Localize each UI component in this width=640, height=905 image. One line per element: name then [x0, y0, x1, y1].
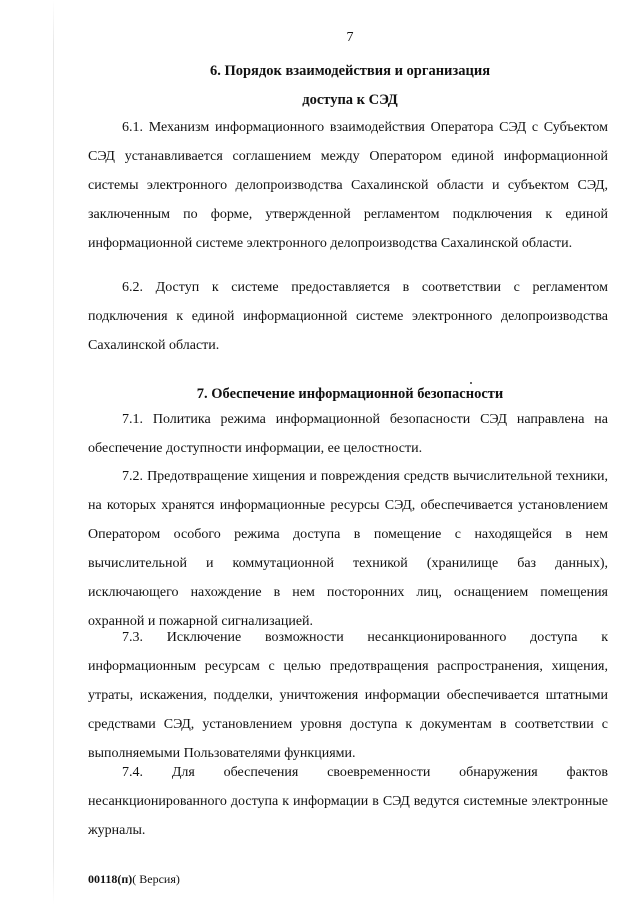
section-6-title-line-2: доступа к СЭД	[302, 92, 398, 108]
paragraph-6-1: 6.1. Механизм информационного взаимодействия Оператора СЭД с Субъектом СЭД устанавливается соглашением между Оператором единой информационной системы электронного делопроизводства Сахалинской области и субъектом СЭД, заключенным по форме, утвержденной регламентом подключения к единой информационной системе электронного делопроизводства Сахалинской области.	[88, 120, 608, 251]
footer-code: 00118(п)	[88, 872, 133, 886]
paragraph-7-2: 7.2. Предотвращение хищения и повреждения средств вычислительной техники, на которых хранятся информационные ресурсы СЭД, обеспечивается установлением Оператором особого режима доступа в помещение с находящейся в нем вычислительной и коммутационной техникой (хранилище баз данных), исключающего нахождение в нем посторонних лиц, оснащением помещения охранной и пожарной сигнализацией.	[88, 469, 608, 629]
paragraph-7-1: 7.1. Политика режима информационной безопасности СЭД направлена на обеспечение доступности информации, ее целостности.	[88, 412, 608, 456]
section-7-title: 7. Обеспечение информационной безопасности	[196, 386, 504, 402]
footer-version: ( Версия)	[132, 872, 180, 886]
paragraph-7-4: 7.4. Для обеспечения своевременности обнаружения фактов несанкционированного доступа к информации в СЭД ведутся системные электронные журналы.	[88, 765, 608, 838]
scan-speck	[470, 382, 472, 384]
page-number: 7	[346, 30, 354, 45]
footer-doc-code	[88, 872, 180, 887]
paragraph-7-3: 7.3. Исключение возможности несанкционированного доступа к информационным ресурсам с целью предотвращения распространения, хищения, утраты, искажения, подделки, уничтожения информации обеспечивается штатными средствами СЭД, установлением уровня доступа к документам в соответствии с выполняемыми Пользователями функциями.	[88, 630, 608, 761]
scan-edge-line	[53, 0, 54, 905]
paragraph-6-2: 6.2. Доступ к системе предоставляется в соответствии с регламентом подключения к единой информационной системе электронного делопроизводства Сахалинской области.	[88, 280, 608, 353]
section-6-title-line-1: 6. Порядок взаимодействия и организация	[209, 63, 491, 79]
